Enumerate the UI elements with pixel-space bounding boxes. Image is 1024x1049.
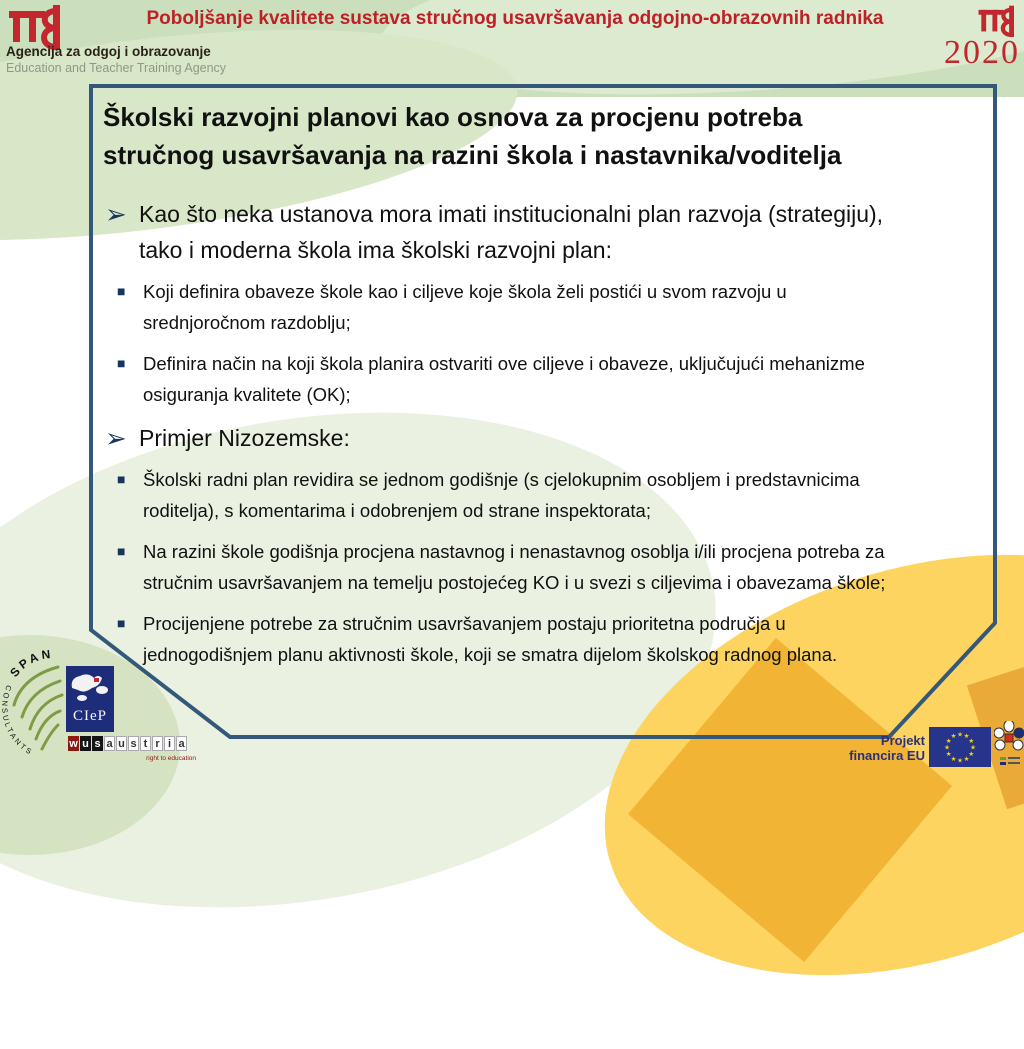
svg-text:★: ★ bbox=[963, 732, 970, 741]
wus-letter: w bbox=[69, 737, 78, 750]
wus-letter: u bbox=[80, 736, 91, 751]
svg-text:★: ★ bbox=[968, 750, 975, 758]
square-bullet-icon: ■ bbox=[117, 615, 126, 631]
agency-name-croatian: Agencija za odgoj i obrazovanje bbox=[6, 44, 211, 59]
azoo-2020-logo-icon bbox=[977, 5, 1019, 37]
square-bullet-icon: ■ bbox=[117, 283, 126, 299]
agency-name-english: Education and Teacher Training Agency bbox=[6, 61, 227, 75]
list-item bbox=[105, 196, 995, 268]
eu-funding-line1: Projekt bbox=[880, 733, 925, 748]
svg-text:★: ★ bbox=[968, 737, 975, 745]
slide-content bbox=[91, 86, 995, 680]
slide-title: Školski razvojni planovi kao osnova za procjenu potreba stručnog usavršavanja na razini škola i nastavnika/voditelja bbox=[103, 102, 842, 170]
bullet-text: Primjer Nizozemske: bbox=[139, 425, 350, 451]
bullet-text: Kao što neka ustanova mora imati institucionalni plan razvoja (strategiju), tako i moderna škola ima školski razvojni plan: bbox=[139, 201, 884, 263]
bullet-text: Koji definira obaveze škole kao i ciljeve koje škola želi postići u svom razvoju u srednjoročnom razdoblju; bbox=[143, 281, 787, 333]
svg-text:★: ★ bbox=[950, 732, 957, 741]
bullet-list bbox=[91, 196, 995, 670]
wus-letter: t bbox=[140, 736, 151, 751]
ciep-label: CIeP bbox=[73, 708, 107, 724]
world-map-icon bbox=[68, 666, 112, 706]
wus-letter: a bbox=[104, 736, 115, 751]
wus-letter: r bbox=[152, 736, 163, 751]
list-item bbox=[117, 608, 995, 670]
svg-text:★: ★ bbox=[970, 743, 976, 752]
svg-text:★: ★ bbox=[950, 754, 957, 763]
wus-austria-logo bbox=[68, 736, 187, 751]
wus-letter: i bbox=[164, 736, 175, 751]
eu-funding-line2: financira EU bbox=[849, 748, 925, 763]
svg-text:★: ★ bbox=[957, 730, 963, 739]
wus-tagline: right to education bbox=[146, 755, 196, 762]
bullet-text: Definira način na koji škola planira ostvariti ove ciljeve i obaveze, uključujući mehanizme osiguranja kvalitete (OK); bbox=[143, 353, 865, 405]
ciep-logo bbox=[66, 666, 114, 732]
svg-text:★: ★ bbox=[957, 756, 963, 765]
arrow-bullet-icon: ➢ bbox=[105, 423, 127, 453]
list-item bbox=[105, 420, 995, 456]
bullet-text: Školski radni plan revidira se jednom godišnje (s cjelokupnim osobljem i predstavnicima roditelja), s komentarima i odobrenjem od strane inspektorata; bbox=[143, 469, 860, 521]
bullet-text: Procijenjene potrebe za stručnim usavršavanjem postaju prioritetna područja u jednogodišnjem planu aktivnosti škole, koji se smatra dijelom školskog radnog plana. bbox=[143, 613, 838, 665]
wus-letter: s bbox=[128, 736, 139, 751]
svg-text:CONSULTANTS: CONSULTANTS bbox=[0, 683, 36, 758]
eu-flag-icon bbox=[929, 727, 991, 767]
arrow-bullet-icon: ➢ bbox=[105, 199, 127, 229]
svg-text:★: ★ bbox=[944, 743, 950, 752]
bullet-text: Na razini škole godišnja procjena nastavnog i nenastavnog osoblja i/ili procjena potreba za stručnim usavršavanjem na temelju postojećeg KO i u svezi s ciljevima i obavezama škole; bbox=[143, 541, 886, 593]
list-item bbox=[117, 348, 995, 410]
wus-letter: u bbox=[116, 736, 127, 751]
square-bullet-icon: ■ bbox=[117, 471, 126, 487]
project-flower-logo-icon bbox=[994, 721, 1024, 769]
wus-letter: a bbox=[176, 736, 187, 751]
svg-text:★: ★ bbox=[945, 737, 952, 745]
list-item bbox=[117, 276, 995, 338]
svg-text:★: ★ bbox=[963, 754, 970, 763]
project-title: Poboljšanje kvalitete sustava stručnog usavršavanja odgojno-obrazovnih radnika bbox=[146, 8, 884, 29]
span-consultants-logo bbox=[0, 645, 72, 767]
logo-2020-year: 2020 bbox=[944, 34, 1020, 71]
svg-text:SPAN: SPAN bbox=[7, 646, 54, 680]
list-item bbox=[117, 464, 995, 526]
square-bullet-icon: ■ bbox=[117, 543, 126, 559]
wus-letter: s bbox=[92, 736, 103, 751]
square-bullet-icon: ■ bbox=[117, 355, 126, 371]
eu-funding-label bbox=[825, 733, 925, 763]
list-item bbox=[117, 536, 995, 598]
svg-text:★: ★ bbox=[945, 750, 952, 758]
